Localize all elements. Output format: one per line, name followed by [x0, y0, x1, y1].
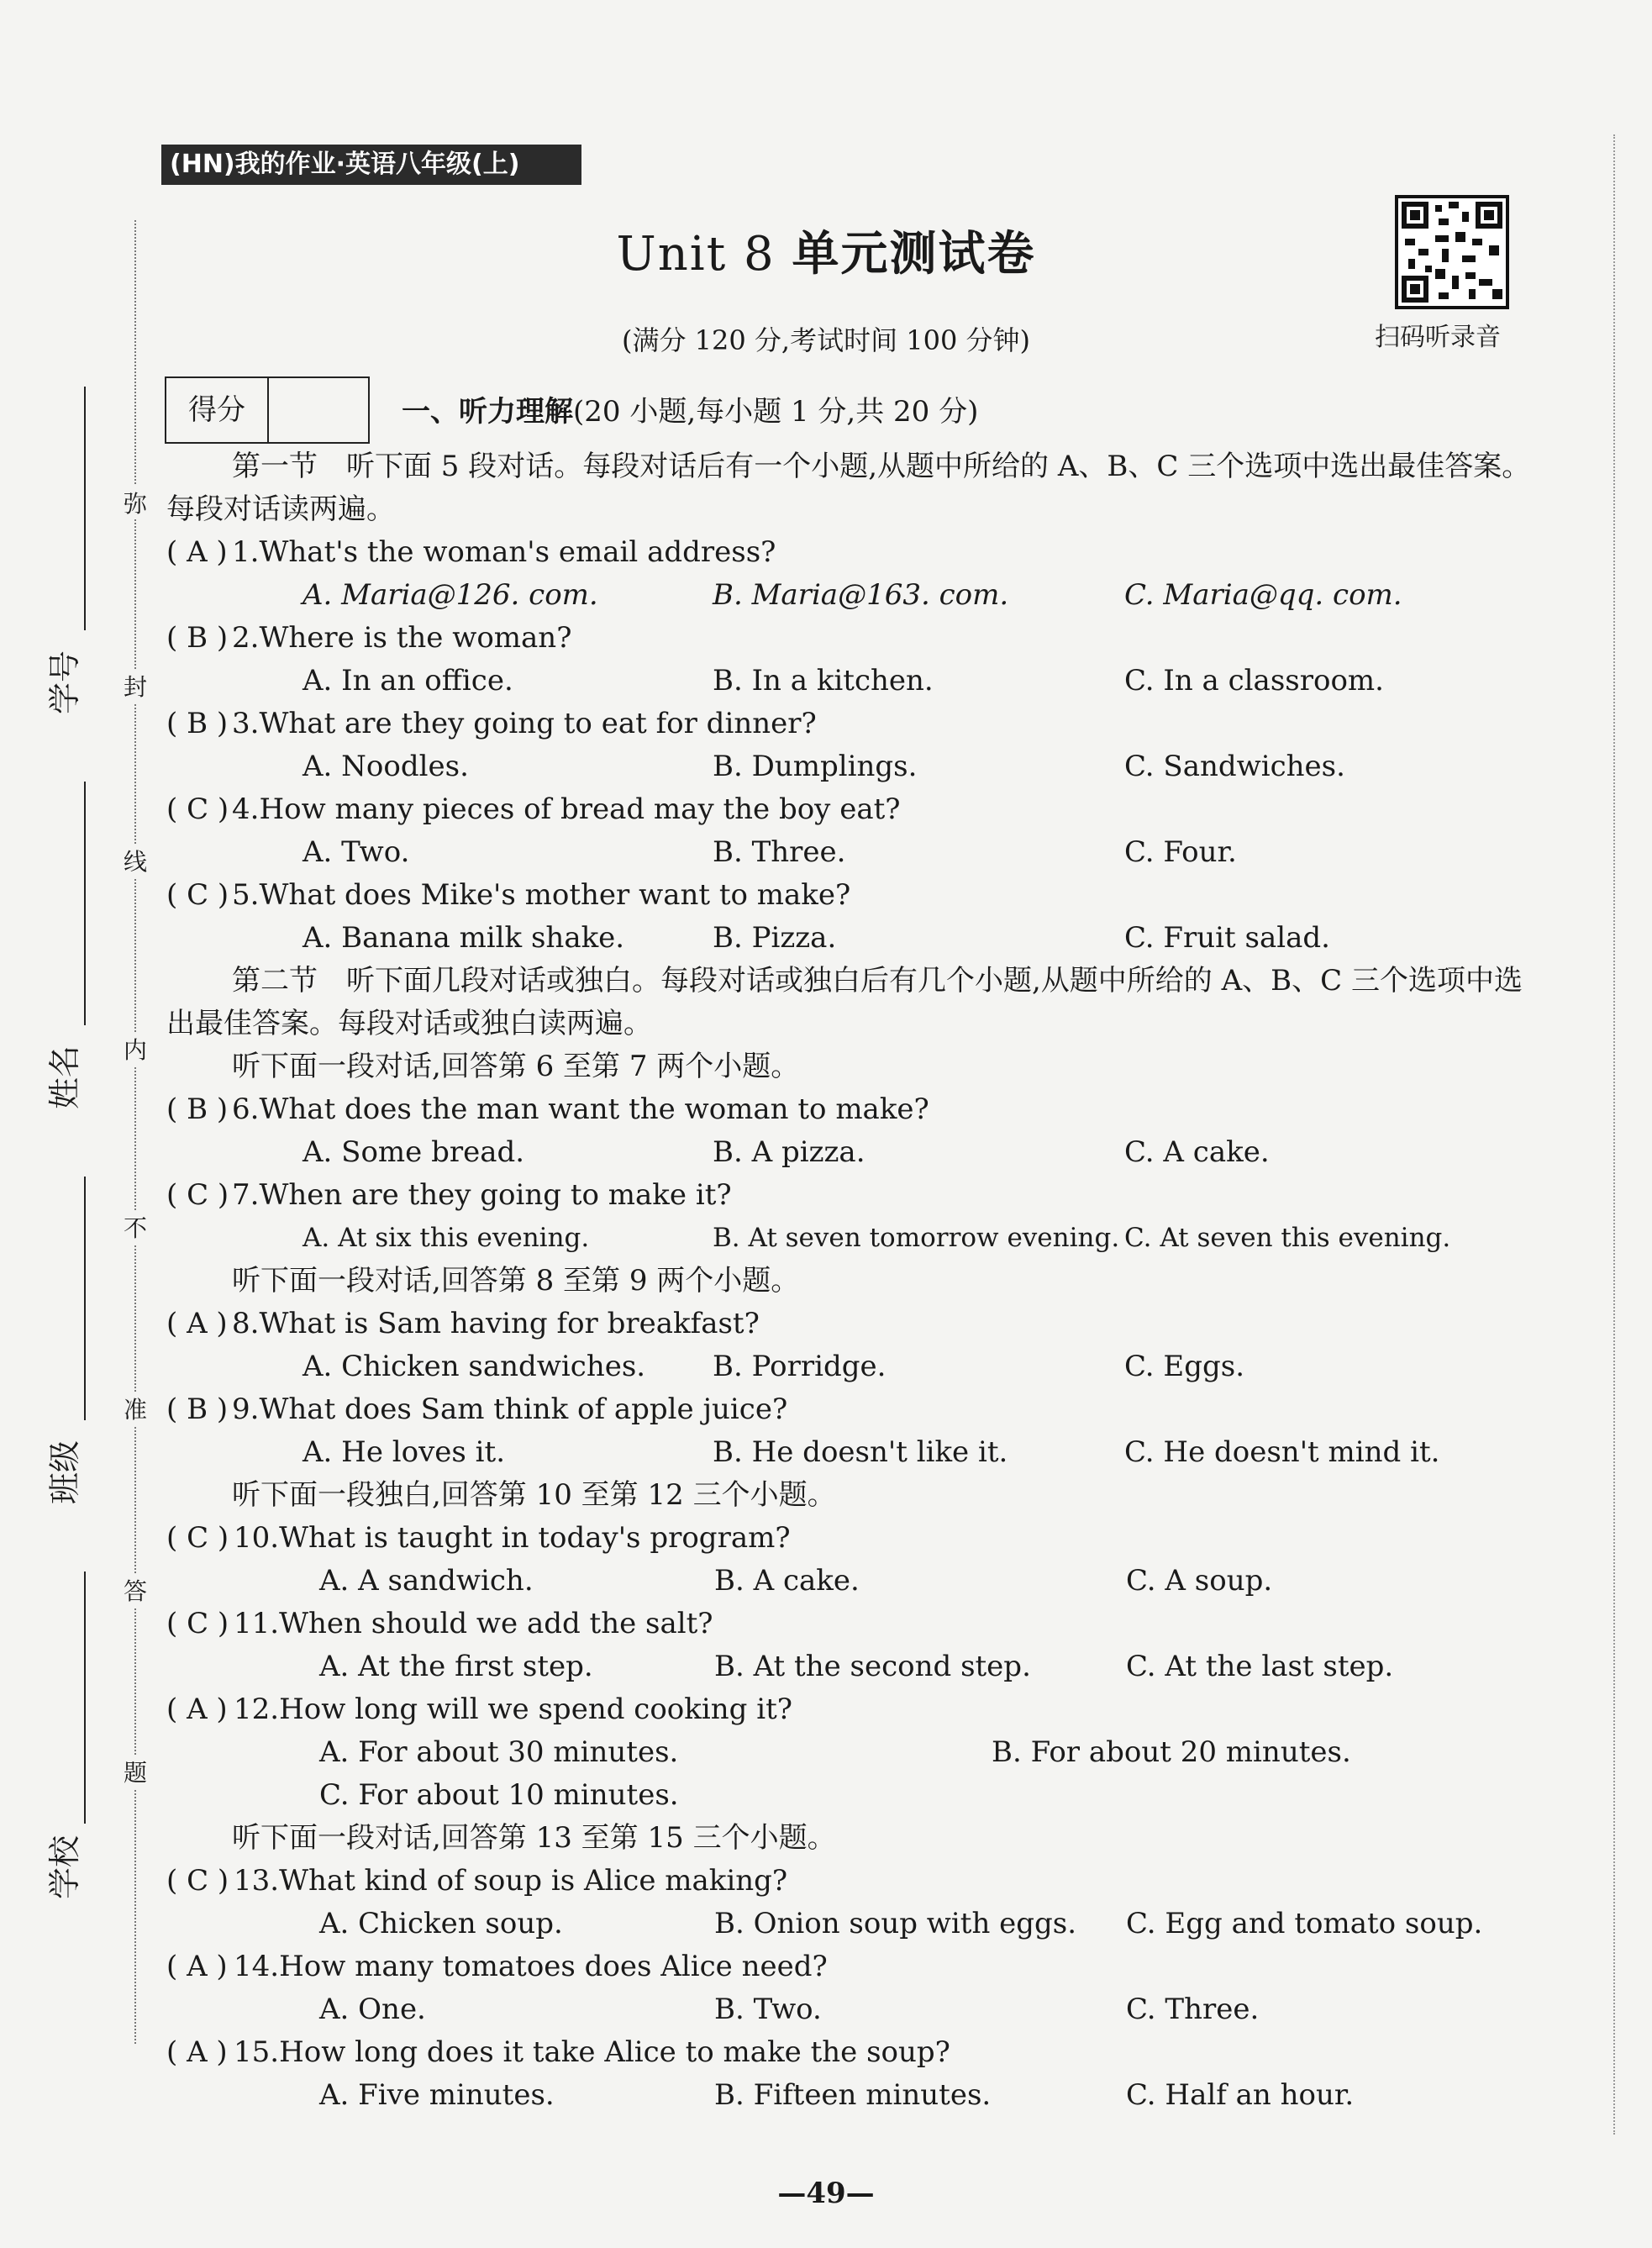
answer-5[interactable]: ( C ) [166, 878, 229, 912]
option-c[interactable]: C. Half an hour. [1126, 2078, 1355, 2112]
option-a[interactable]: A. At six this evening. [303, 1223, 590, 1253]
option-b[interactable]: B. Maria@163. com. [713, 578, 1009, 612]
option-a[interactable]: A. Some bread. [303, 1135, 525, 1169]
question-10 [166, 1517, 1544, 1603]
name-label: 姓名 [46, 1045, 83, 1109]
option-a[interactable]: A. At the first step. [319, 1650, 593, 1683]
answer-10[interactable]: ( C ) [166, 1521, 229, 1555]
question-1 [166, 531, 1544, 617]
answer-2[interactable]: ( B ) [166, 621, 229, 655]
question-number: 11. [234, 1607, 280, 1640]
question-text: How long will we spend cooking it? [279, 1693, 792, 1726]
option-a[interactable]: A. One. [319, 1993, 426, 2026]
option-a[interactable]: A. For about 30 minutes. [319, 1735, 679, 1769]
question-3 [166, 703, 1544, 788]
option-b[interactable]: B. A cake. [714, 1564, 860, 1598]
option-c[interactable]: C. Eggs. [1124, 1350, 1245, 1383]
option-b[interactable]: B. In a kitchen. [713, 664, 934, 698]
option-a[interactable]: A. Maria@126. com. [303, 578, 598, 612]
question-text: What are they going to eat for dinner? [259, 707, 817, 740]
option-a[interactable]: A. Two. [303, 835, 410, 869]
option-a[interactable]: A. A sandwich. [319, 1564, 534, 1598]
option-b[interactable]: B. Fifteen minutes. [714, 2078, 992, 2112]
section-heading [402, 388, 978, 429]
answer-6[interactable]: ( B ) [166, 1092, 229, 1126]
option-c[interactable]: C. Sandwiches. [1124, 750, 1345, 783]
option-b[interactable]: B. Porridge. [713, 1350, 887, 1383]
option-b[interactable]: B. At seven tomorrow evening. [713, 1223, 1120, 1253]
part2-instructions: 第二节 听下面几段对话或独白。每段对话或独白后有几个小题,从题中所给的 A、B、C 三个选项中选出最佳答案。每段对话或独白读两遍。 [166, 964, 1523, 1040]
question-9 [166, 1388, 1544, 1474]
question-text: What does Sam think of apple juice? [259, 1392, 788, 1426]
answer-8[interactable]: ( A ) [166, 1307, 228, 1340]
option-a[interactable]: A. Chicken soup. [319, 1907, 563, 1940]
question-number: 7. [232, 1178, 260, 1212]
option-c[interactable]: C. At seven this evening. [1124, 1223, 1451, 1253]
question-number: 15. [234, 2035, 280, 2069]
question-text: What does the man want the woman to make? [259, 1092, 929, 1126]
answer-4[interactable]: ( C ) [166, 792, 229, 826]
score-box [165, 376, 370, 444]
school-line[interactable] [84, 1571, 86, 1824]
question-11 [166, 1603, 1544, 1688]
question-list [166, 445, 1544, 2117]
question-number: 3. [232, 707, 260, 740]
right-dotted-line [1613, 134, 1615, 2135]
header-band: (HN)我的作业·英语八年级(上) [161, 145, 581, 185]
question-number: 9. [232, 1392, 260, 1426]
binding-char: 不 [121, 1210, 150, 1244]
question-15 [166, 2031, 1544, 2117]
option-c[interactable]: C. He doesn't mind it. [1124, 1435, 1440, 1469]
option-b[interactable]: B. Pizza. [713, 921, 837, 955]
question-number: 8. [232, 1307, 260, 1340]
name-line[interactable] [84, 782, 86, 1025]
answer-14[interactable]: ( A ) [166, 1950, 228, 1983]
question-text: What kind of soup is Alice making? [279, 1864, 788, 1898]
dialogue-intro: 听下面一段对话,回答第 13 至第 15 三个小题。 [232, 1821, 836, 1855]
question-text: When are they going to make it? [259, 1178, 732, 1212]
question-text: What is taught in today's program? [279, 1521, 791, 1555]
dialogue-intro: 听下面一段对话,回答第 8 至第 9 两个小题。 [232, 1264, 800, 1298]
question-number: 12. [234, 1693, 280, 1726]
part1-instructions: 第一节 听下面 5 段对话。每段对话后有一个小题,从题中所给的 A、B、C 三个选项中选出最佳答案。每段对话读两遍。 [166, 450, 1531, 526]
option-c[interactable]: C. Maria@qq. com. [1124, 578, 1402, 612]
question-text: How many pieces of bread may the boy eat? [259, 792, 901, 826]
question-number: 1. [232, 535, 260, 569]
school-label: 学校 [46, 1835, 83, 1899]
question-number: 10. [234, 1521, 280, 1555]
page-number: —49— [777, 2177, 875, 2210]
question-text: What's the woman's email address? [259, 535, 776, 569]
question-text: Where is the woman? [259, 621, 572, 655]
question-8 [166, 1303, 1544, 1388]
option-b[interactable]: B. A pizza. [713, 1135, 865, 1169]
option-c[interactable]: C. Fruit salad. [1124, 921, 1330, 955]
binding-char: 封 [121, 669, 150, 703]
question-14 [166, 1945, 1544, 2031]
question-13 [166, 1860, 1544, 1945]
binding-char: 准 [121, 1392, 150, 1425]
qr-code-icon[interactable] [1395, 195, 1509, 309]
option-a[interactable]: A. Noodles. [303, 750, 469, 783]
question-12 [166, 1688, 1544, 1817]
question-number: 14. [234, 1950, 280, 1983]
question-text: How many tomatoes does Alice need? [279, 1950, 828, 1983]
option-b[interactable]: B. He doesn't like it. [713, 1435, 1008, 1469]
question-4 [166, 788, 1544, 874]
option-a[interactable]: A. In an office. [303, 664, 513, 698]
option-c[interactable]: C. For about 10 minutes. [319, 1778, 679, 1812]
binding-char: 弥 [121, 486, 150, 519]
answer-12[interactable]: ( A ) [166, 1693, 228, 1726]
answer-13[interactable]: ( C ) [166, 1864, 229, 1898]
question-number: 5. [232, 878, 260, 912]
section-note: (20 小题,每小题 1 分,共 20 分) [573, 395, 979, 429]
option-b[interactable]: B. Three. [713, 835, 846, 869]
answer-3[interactable]: ( B ) [166, 707, 229, 740]
option-b[interactable]: B. For about 20 minutes. [992, 1735, 1351, 1769]
qr-caption: 扫码听录音 [1375, 323, 1501, 352]
question-6 [166, 1088, 1544, 1174]
question-2 [166, 617, 1544, 703]
score-label: 得分 [166, 378, 269, 442]
question-text: What is Sam having for breakfast? [259, 1307, 760, 1340]
option-a[interactable]: A. He loves it. [303, 1435, 506, 1469]
answer-15[interactable]: ( A ) [166, 2035, 228, 2069]
option-a[interactable]: A. Chicken sandwiches. [303, 1350, 646, 1383]
question-5 [166, 874, 1544, 960]
option-c[interactable]: C. Three. [1126, 1993, 1260, 2026]
binding-char: 题 [121, 1755, 150, 1788]
class-line[interactable] [84, 1177, 86, 1420]
monologue-intro: 听下面一段独白,回答第 10 至第 12 三个小题。 [232, 1478, 836, 1512]
score-time-note: (满分 120 分,考试时间 100 分钟) [622, 324, 1030, 356]
dialogue-intro: 听下面一段对话,回答第 6 至第 7 两个小题。 [232, 1050, 800, 1083]
answer-9[interactable]: ( B ) [166, 1392, 229, 1426]
binding-char: 答 [121, 1573, 150, 1607]
student-id-line[interactable] [84, 387, 86, 630]
option-a[interactable]: A. Five minutes. [319, 2078, 555, 2112]
option-b[interactable]: B. At the second step. [714, 1650, 1031, 1683]
question-number: 4. [232, 792, 260, 826]
option-c[interactable]: C. Egg and tomato soup. [1126, 1907, 1483, 1940]
score-blank[interactable] [269, 378, 368, 442]
binding-char: 线 [121, 844, 150, 877]
option-a[interactable]: A. Banana milk shake. [303, 921, 625, 955]
option-c[interactable]: C. In a classroom. [1124, 664, 1384, 698]
option-c[interactable]: C. A soup. [1126, 1564, 1273, 1598]
option-b[interactable]: B. Dumplings. [713, 750, 918, 783]
section-title: 一、听力理解 [402, 395, 573, 429]
option-c[interactable]: C. A cake. [1124, 1135, 1270, 1169]
option-c[interactable]: C. At the last step. [1126, 1650, 1394, 1683]
option-b[interactable]: B. Two. [714, 1993, 822, 2026]
question-text: When should we add the salt? [279, 1607, 713, 1640]
option-b[interactable]: B. Onion soup with eggs. [714, 1907, 1077, 1940]
answer-7[interactable]: ( C ) [166, 1178, 229, 1212]
question-number: 2. [232, 621, 260, 655]
test-name: 单元测试卷 [792, 227, 1036, 282]
question-text: How long does it take Alice to make the soup? [279, 2035, 950, 2069]
binding-char: 内 [121, 1032, 150, 1066]
class-label: 班级 [46, 1440, 83, 1504]
answer-1[interactable]: ( A ) [166, 535, 228, 569]
question-7 [166, 1174, 1544, 1260]
option-c[interactable]: C. Four. [1124, 835, 1237, 869]
unit-label: Unit 8 [616, 227, 776, 282]
question-number: 6. [232, 1092, 260, 1126]
student-id-label: 学号 [46, 650, 83, 714]
question-text: What does Mike's mother want to make? [259, 878, 851, 912]
question-number: 13. [234, 1864, 280, 1898]
answer-11[interactable]: ( C ) [166, 1607, 229, 1640]
